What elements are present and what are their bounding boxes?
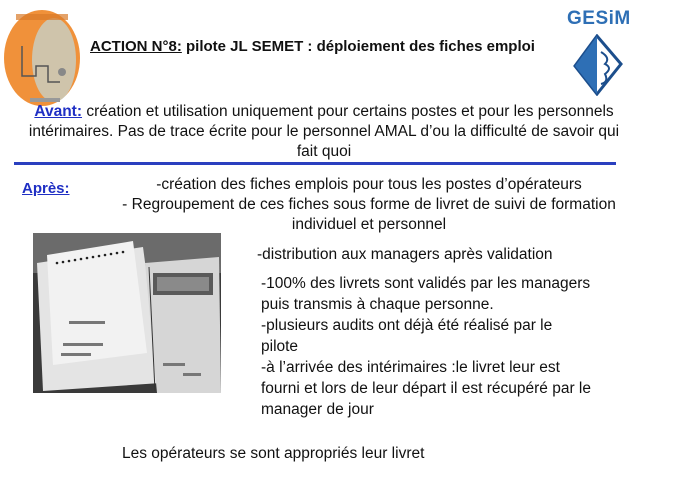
avant-text: création et utilisation uniquement pour certains postes et pour les personnels intérimaires. Pas de trace écrite pour le personnel AMAL d’ou la difficulté de savoir qui fait quoi <box>28 103 620 160</box>
title-text: pilote JL SEMET : déploiement des fiches emploi <box>181 38 535 55</box>
results-item: -100% des livrets sont validés par les managers puis transmis à chaque personne. <box>261 275 591 313</box>
avant-label: Avant: <box>34 103 83 120</box>
apres-line-1: -création des fiches emplois pour tous les postes d’opérateurs <box>156 176 582 193</box>
section-divider <box>14 162 616 165</box>
apres-section <box>104 175 634 235</box>
brand-name: GESiM <box>567 8 631 29</box>
apres-line-2: - Regroupement de ces fiches sous forme de livret de suivi de formation individuel et personnel <box>122 196 616 233</box>
page-title <box>90 38 535 55</box>
results-item: -plusieurs audits ont déjà été réalisé par le pilote <box>261 317 553 355</box>
booklets-photo <box>33 233 221 393</box>
avant-section <box>18 102 630 162</box>
company-logo-image <box>2 6 82 114</box>
results-item: -à l’arrivée des intérimaires :le livret leur est fourni et lors de leur départ il est récupéré par le manager de jour <box>261 359 591 418</box>
apres-label: Après: <box>22 180 70 197</box>
brand-face-logo-icon <box>571 34 623 96</box>
distribution-text: -distribution aux managers après validation <box>257 246 553 263</box>
conclusion-text: Les opérateurs se sont appropriés leur livret <box>122 445 425 462</box>
title-action-number: ACTION N°8: <box>90 38 182 55</box>
results-list <box>261 273 591 420</box>
